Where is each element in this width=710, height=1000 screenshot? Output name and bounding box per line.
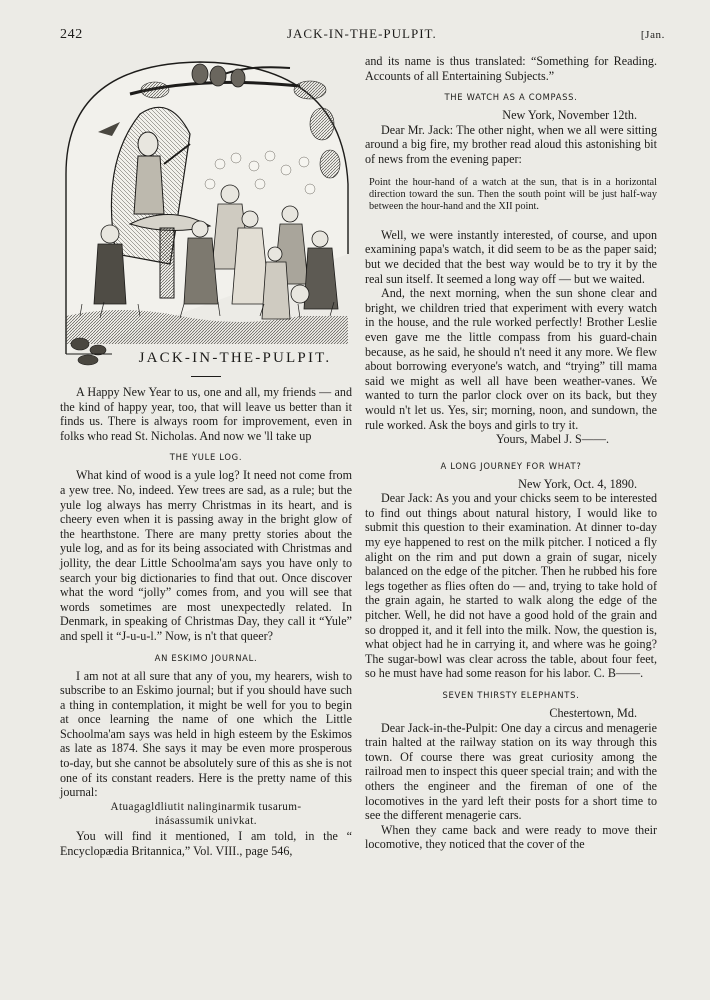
watch-dateline: New York, November 12th.: [502, 108, 637, 123]
page-number: 242: [60, 27, 83, 42]
section-heading-long-journey: A LONG JOURNEY FOR WHAT?: [440, 460, 582, 471]
illustration-caption: JACK-IN-THE-PULPIT.: [138, 350, 332, 366]
divider-rule: [191, 376, 221, 377]
section-heading-watch-compass: THE WATCH AS A COMPASS.: [444, 92, 578, 103]
right-column: [365, 54, 657, 852]
engraving-children-gathered: [60, 54, 352, 372]
elephants-paragraph-2: When they came back and were ready to move their locomotive, they noticed that the cover of the: [365, 822, 657, 852]
running-title: JACK-IN-THE-PULPIT.: [286, 26, 437, 41]
watch-signature: Yours, Mabel J. S——.: [495, 432, 609, 447]
watch-quoted-news: Point the hour-hand of a watch at the sun, that is in a horizontal direction toward the sun. Then the south point will be just half-way between the hour-hand and the XII point.: [369, 176, 657, 213]
jack-in-the-pulpit-illustration: [60, 54, 352, 372]
eskimo-paragraph: I am not at all sure that any of you, my hearers, wish to subscribe to an Eskimo journal; but if you should have such a thing in contemplation, it might be well for you to begin at once learning the name of one which the Little Schoolma'am says was held in high esteem by the Eskimos as late as 1874. She says it may be even more prosperous to-day, but she cannot be absolutely sure of this as she is not one of its constant readers. Here is the pretty name of this journal:: [60, 668, 352, 800]
section-heading-eskimo-journal: AN ESKIMO JOURNAL.: [154, 652, 258, 663]
page-header: [60, 26, 665, 43]
watch-paragraph-1: Dear Mr. Jack: The other night, when we all were sitting around a big fire, my brother read aloud this astonishing bit of news from the evening paper:: [365, 122, 657, 166]
journey-dateline: New York, Oct. 4, 1890.: [518, 476, 637, 491]
section-heading-thirsty-elephants: SEVEN THIRSTY ELEPHANTS.: [442, 690, 580, 700]
running-month: [Jan.: [640, 29, 665, 41]
watch-paragraph-2: Well, we were instantly interested, of course, and upon examining papa's watch, it did seem to be as the paper said; but we decided that the best way would be to try it by the real sun itself. It seemed a long way off — but we waited.: [365, 227, 657, 286]
eskimo-journal-name-line-1: Atuagagldliutit nalinginarmik tusarum-: [110, 800, 302, 813]
left-column: [60, 54, 352, 858]
elephants-dateline: Chestertown, Md.: [549, 706, 637, 720]
section-heading-yule-log: THE YULE LOG.: [169, 452, 243, 463]
eskimo-tail-paragraph: You will find it mentioned, I am told, in the “ Encyclopædia Britannica,” Vol. VIII., page 546,: [60, 829, 352, 858]
intro-paragraph: A Happy New Year to us, one and all, my friends — and the kind of happy year, too, that will leave us better than it finds us. There is always room for improvement, even in folks who read St. Nicholas. And now we 'll take up: [60, 385, 352, 443]
eskimo-journal-name-line-2: inásassumik univkat.: [155, 815, 257, 828]
watch-paragraph-3: And, the next morning, when the sun shone clear and bright, we children tried that experiment with every watch in the house, and the rule worked perfectly! Brother Leslie even gave me the little compass from his guard-chain because, as he said, he should n't need it any more. We flew about borrowing everyone's watch, and “trying” till mama said we might as well all have been weather-vanes. We wanted to turn the parlor clock over on its back, but they would n't let us. Yes, sir; morning, noon, and sundown, the rule worked. Ask the boys and girls to try it.: [365, 286, 657, 432]
yule-log-paragraph: What kind of wood is a yule log? It need not come from a yew tree. No, indeed. Yew trees are sad, as a rule; but the yule log always has merry Christmas in its heart, and is cheery even when it is passing away in the bright glow of the hearthstone. There are many pretty stories about the yule log, and as for its being associated with Christmas and jollity, the dear Little Schoolma'am says you have only to search your big dictionaries to find that out. Once discover what the word “jolly” comes from, and you will see that words sometimes are most unexpectedly related. In Denmark, in speaking of Christmas Day, they call it “Yule” and spell it “J-u-u-l.” Now, is n't that queer?: [60, 468, 352, 643]
journey-paragraph: Dear Jack: As you and your chicks seem to be interested to find out things about natural history, I would like to submit this question to their examination. At dinner to-day my eye happened to rest on the milk pitcher. I noticed a fly alight on the rim and put down a grain of sugar, nicely balanced on the edge of the pitcher. Then he rubbed his fore legs together as flies often do — and, trying to take hold of the grain again, he started to walk along the edge of the pitcher. Well, he did not have a good hold of the grain and so dropped it, and it fell into the milk. Now, the question is, what object had he in carrying it, and where was he going? The sugar-bowl was clear across the table, about four feet, so he must have had some reason for his labor. C. B——.: [365, 491, 657, 681]
continuation-paragraph: and its name is thus translated: “Something for Reading. Accounts of all Entertaining Subjects.”: [365, 54, 657, 83]
elephants-paragraph-1: Dear Jack-in-the-Pulpit: One day a circus and menagerie train halted at the railway station on its way through this town. Of course there was great curiosity among the railroad men to inspect this queer special train; and with the others the engineer and the fireman of one of the locomotives in the yard left their posts for a short time to see the different menagerie cars.: [365, 720, 657, 823]
